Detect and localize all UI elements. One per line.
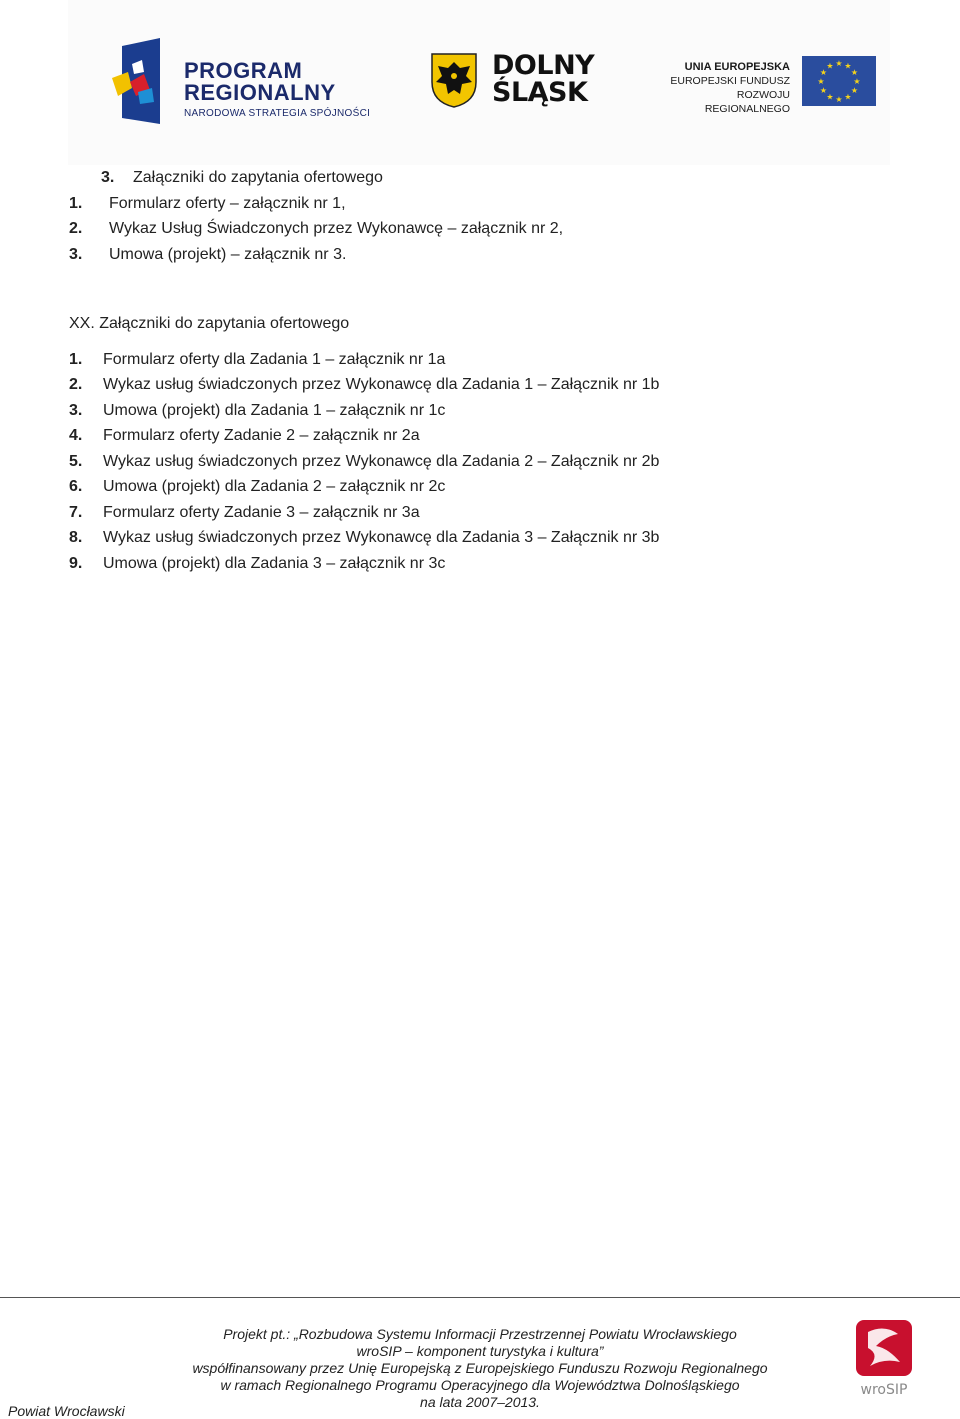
list-item (69, 477, 445, 497)
dolny-slask-logo (430, 52, 605, 112)
ds-line1: DOLNY (492, 50, 595, 81)
svg-text:★: ★ (817, 77, 825, 86)
svg-text:★: ★ (844, 61, 852, 71)
list-item-number: 8. (69, 529, 83, 546)
list-item (69, 426, 420, 446)
list-item-text: Formularz oferty – załącznik nr 1, (109, 195, 346, 212)
footer-line1: Projekt pt.: „Rozbudowa Systemu Informacji Przestrzennej Powiatu Wrocławskiego (223, 1326, 737, 1342)
list-item (69, 554, 445, 574)
list-item (69, 503, 420, 523)
wrosip-emblem-icon (854, 1318, 914, 1380)
list-item-number: 3. (69, 402, 83, 419)
svg-text:★: ★ (835, 95, 843, 104)
eu-line1: UNIA EUROPEJSKA (684, 61, 790, 73)
footer-line3: współfinansowany przez Unię Europejską z Europejskiego Funduszu Rozwoju Regionalnego (192, 1360, 768, 1376)
list-item-number: 6. (69, 478, 83, 495)
svg-text:★: ★ (819, 86, 828, 95)
eagle-crest-icon (430, 52, 478, 108)
footer-county-name: Powiat Wrocławski (8, 1403, 125, 1419)
svg-text:★: ★ (835, 59, 843, 68)
svg-text:★: ★ (819, 68, 828, 77)
list-item-text: Wykaz Usług Świadczonych przez Wykonawcę – załącznik nr 2, (109, 220, 564, 237)
list-item-text: Formularz oferty dla Zadania 1 – załącznik nr 1a (103, 351, 446, 368)
footer-divider (0, 1297, 960, 1298)
program-regionalny-text (184, 60, 370, 119)
list-item-number: 5. (69, 453, 83, 470)
footer-line5: na lata 2007–2013. (420, 1394, 540, 1410)
list-item (69, 528, 659, 548)
list-item-text: Wykaz usług świadczonych przez Wykonawcę dla Zadania 2 – Załącznik nr 2b (103, 453, 660, 470)
ds-line2: ŚLĄSK (492, 77, 588, 108)
eu-logo (650, 56, 878, 115)
section-a-heading (101, 168, 383, 188)
svg-text:★: ★ (826, 92, 834, 102)
list-item (69, 219, 563, 239)
svg-text:★: ★ (850, 86, 859, 95)
list-item-number: 2. (69, 376, 83, 393)
svg-text:★: ★ (850, 68, 859, 77)
list-item-number: 7. (69, 504, 83, 521)
list-item-number: 3. (69, 246, 83, 263)
list-item (69, 245, 346, 265)
list-item-text: Umowa (projekt) dla Zadania 2 – załącznik nr 2c (103, 478, 446, 495)
list-item-text: Formularz oferty Zadanie 3 – załącznik nr 3a (103, 504, 420, 521)
footer-line4: w ramach Regionalnego Programu Operacyjnego dla Województwa Dolnośląskiego (220, 1377, 740, 1393)
list-item (69, 375, 659, 395)
wrosip-logo (850, 1318, 918, 1404)
list-item-text: Umowa (projekt) dla Zadania 3 – załącznik nr 3c (103, 555, 446, 572)
dolny-slask-text (492, 52, 594, 106)
program-regionalny-logo (108, 38, 378, 130)
list-item-text: Formularz oferty Zadanie 2 – załącznik nr 2a (103, 427, 420, 444)
pr-line1: PROGRAM (184, 58, 303, 83)
footer-line2: wroSIP – komponent turystyka i kultura” (356, 1343, 604, 1359)
list-item-number: 1. (69, 351, 83, 368)
pr-line3: NARODOWA STRATEGIA SPÓJNOŚCI (184, 108, 371, 119)
section-b-heading: XX. Załączniki do zapytania ofertowego (69, 315, 350, 332)
list-item-text: Wykaz usług świadczonych przez Wykonawcę dla Zadania 1 – Załącznik nr 1b (103, 376, 660, 393)
list-item-number: 9. (69, 555, 83, 572)
eu-line3: ROZWOJU REGIONALNEGO (704, 89, 790, 115)
list-item-text: Umowa (projekt) dla Zadania 1 – załącznik nr 1c (103, 402, 446, 419)
list-item-text: Wykaz usług świadczonych przez Wykonawcę dla Zadania 3 – Załącznik nr 3b (103, 529, 660, 546)
pr-line2: REGIONALNY (184, 80, 336, 105)
svg-text:★: ★ (853, 77, 861, 86)
list-item (69, 194, 346, 214)
list-item (69, 350, 445, 370)
list-item-text: Umowa (projekt) – załącznik nr 3. (109, 246, 347, 263)
list-item (69, 401, 445, 421)
list-item (69, 452, 659, 472)
list-item-number: 1. (69, 195, 83, 212)
svg-text:★: ★ (826, 61, 834, 71)
section-a-heading-number: 3. (101, 169, 115, 186)
svg-text:★: ★ (844, 92, 852, 102)
program-regionalny-emblem-icon (108, 38, 168, 128)
eu-flag-icon (802, 56, 876, 106)
list-item-number: 2. (69, 220, 83, 237)
eu-line2: EUROPEJSKI FUNDUSZ (670, 75, 790, 87)
footer-project-info (180, 1326, 780, 1411)
wrosip-label: wroSIP (860, 1382, 908, 1398)
list-item-number: 4. (69, 427, 83, 444)
eu-text (650, 60, 790, 116)
section-a-heading-text: Załączniki do zapytania ofertowego (133, 169, 383, 186)
